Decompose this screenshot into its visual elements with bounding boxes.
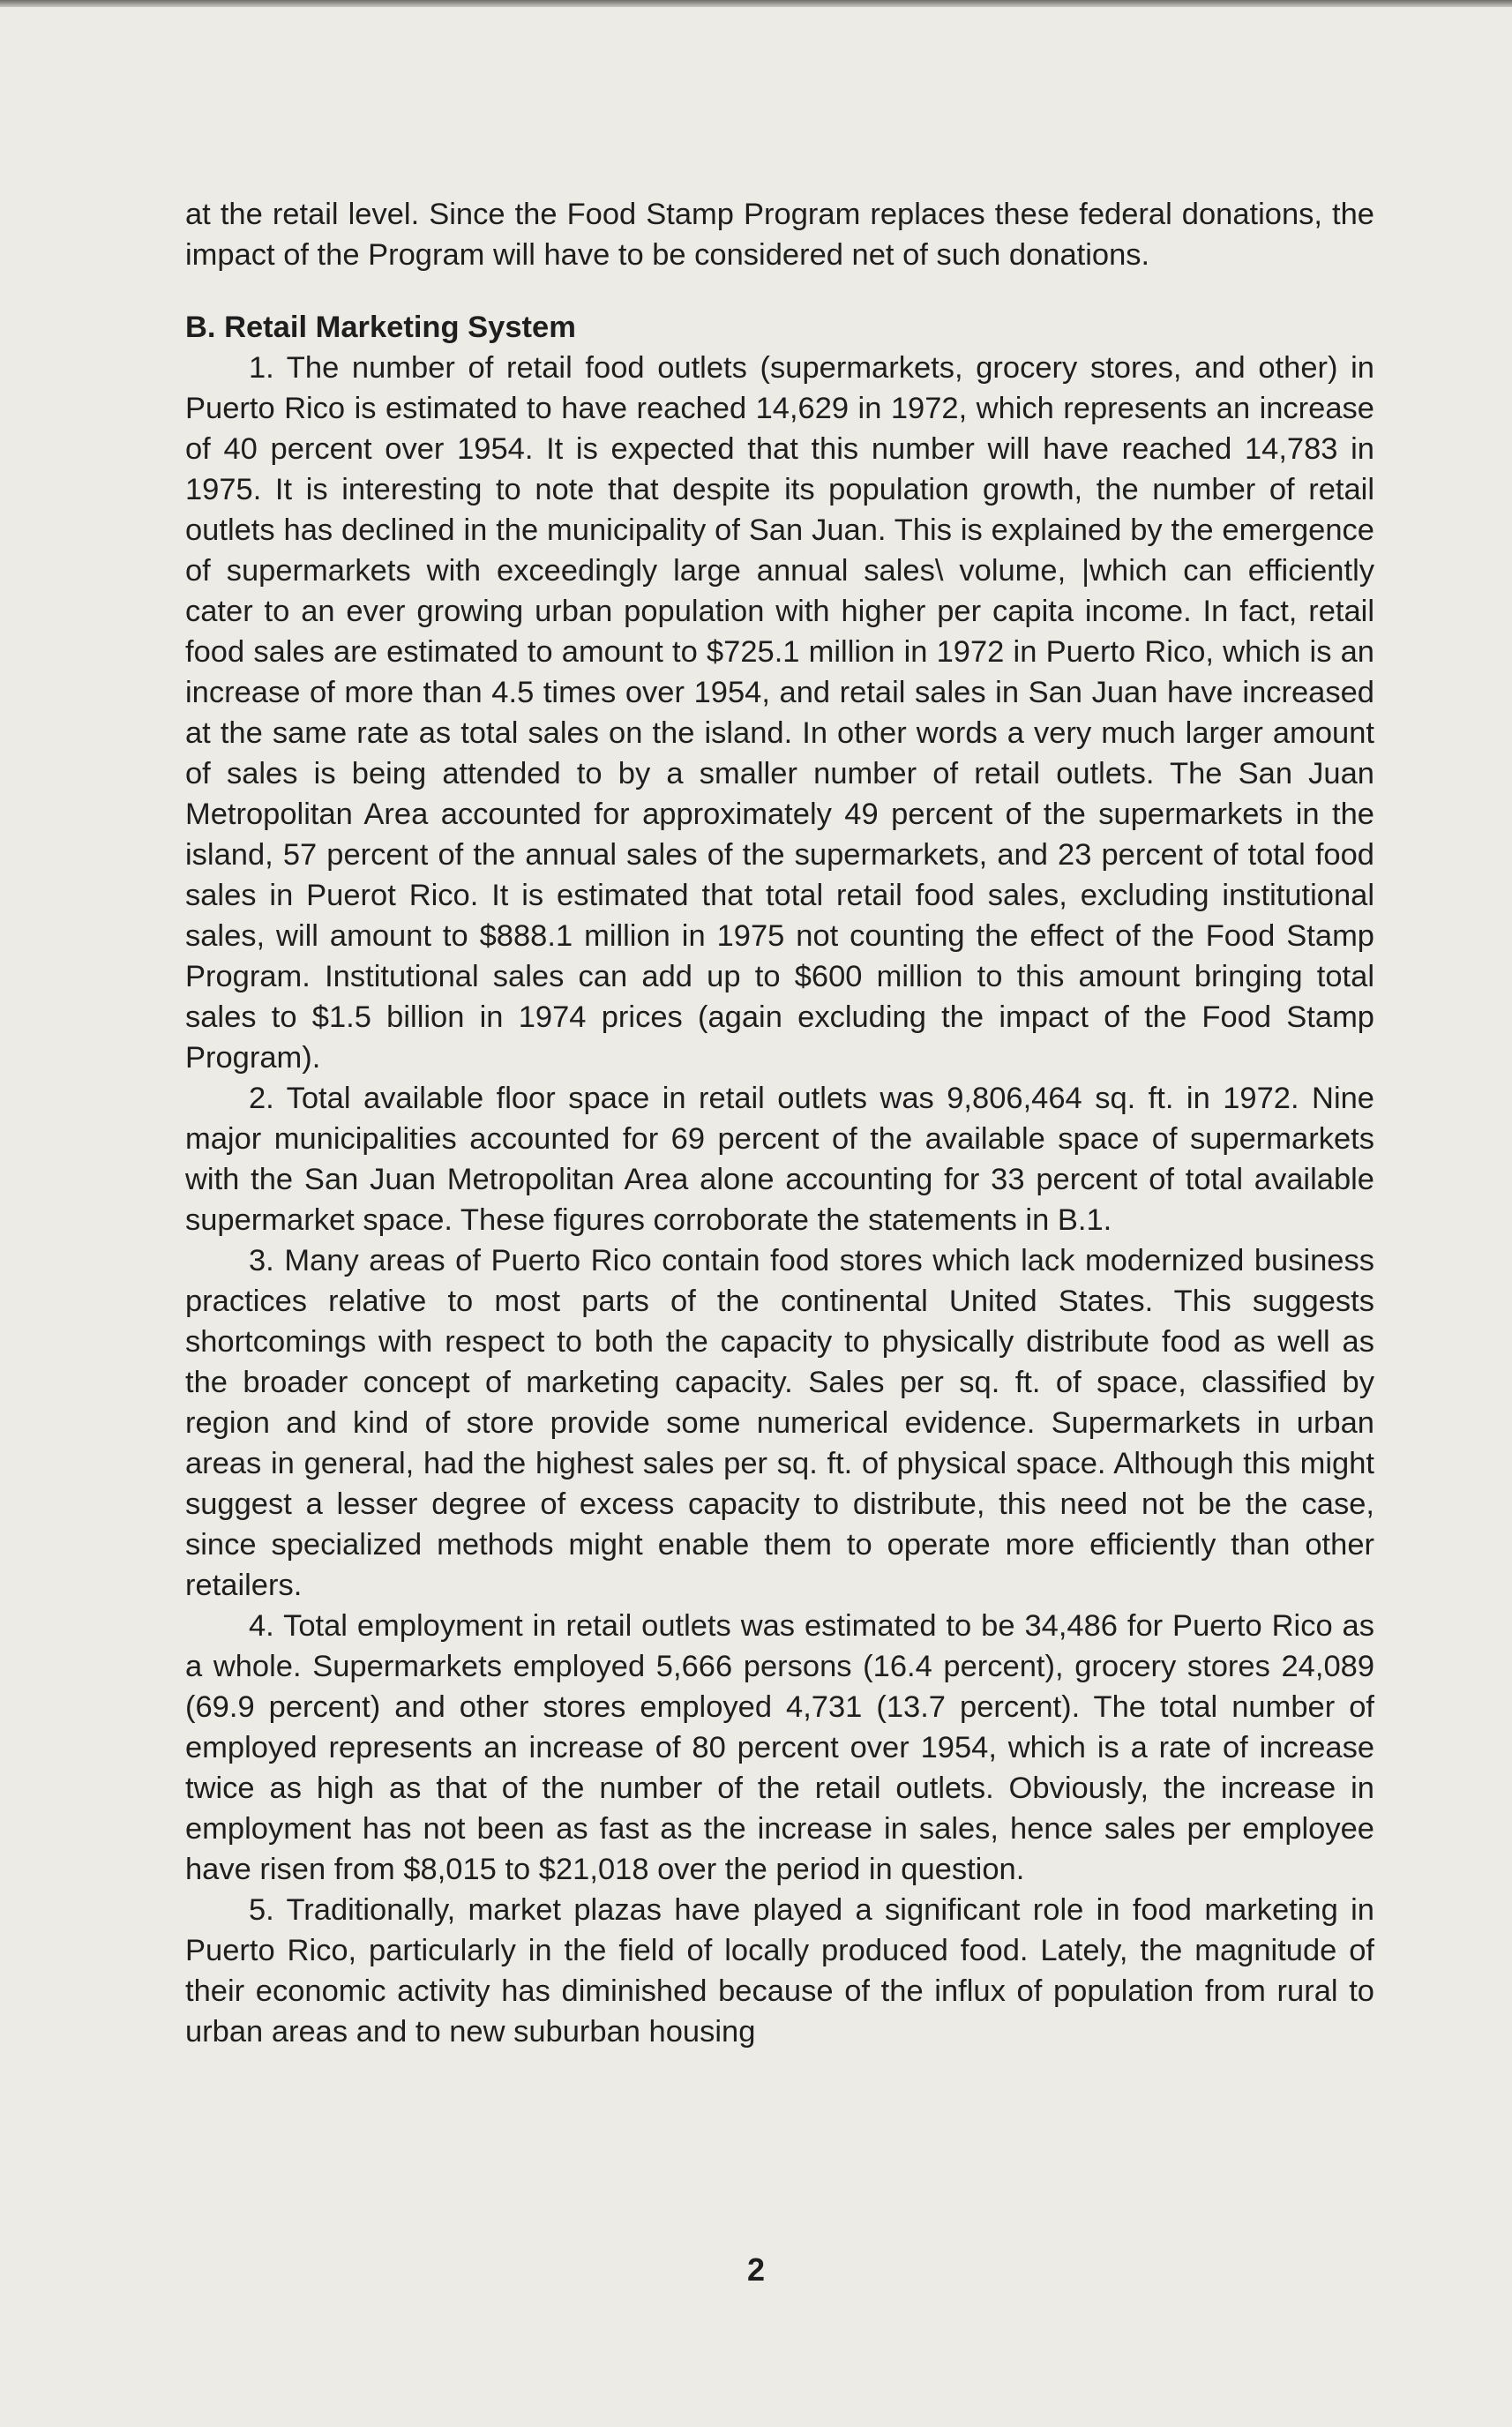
paragraph-4: 4. Total employment in retail outlets was estimated to be 34,486 for Puerto Rico as a whole. Supermarkets employed 5,666 persons (16.4 percent), grocery stores 24,089 (69.9 percent) and other stores employed 4,731 (13.7 percent). The total number of employed represents an increase of 80 percent over 1954, which is a rate of increase twice as high as that of the number of the retail outlets. Obviously, the increase in employment has not been as fast as the increase in sales, hence sales per employee have risen from $8,015 to $21,018 over the period in question. <box>185 1609 1374 1886</box>
document-page <box>185 194 1374 2052</box>
page-number: 2 <box>746 2251 766 2288</box>
paragraph-3: 3. Many areas of Puerto Rico contain food stores which lack modernized business practices relative to most parts of the continental United States. This suggests shortcomings with respect to both the capacity to physically distribute food as well as the broader concept of marketing capacity. Sales per sq. ft. of space, classified by region and kind of store provide some numerical evidence. Supermarkets in urban areas in general, had the highest sales per sq. ft. of physical space. Although this might suggest a lesser degree of excess capacity to distribute, this need not be the case, since specialized methods might enable them to operate more efficiently than other retailers. <box>185 1244 1374 1602</box>
paragraph-2: 2. Total available floor space in retail outlets was 9,806,464 sq. ft. in 1972. Nine major municipalities accounted for 69 percent of the available space of supermarkets with the San Juan Metropolitan Area alone accounting for 33 percent of total available supermarket space. These figures corroborate the statements in B.1. <box>185 1082 1374 1237</box>
scan-top-edge <box>0 0 1512 7</box>
intro-paragraph: at the retail level. Since the Food Stamp Program replaces these federal donations, the impact of the Program will have to be considered net of such donations. <box>185 198 1374 272</box>
paragraph-5: 5. Traditionally, market plazas have played a significant role in food marketing in Puerto Rico, particularly in the field of locally produced food. Lately, the magnitude of their economic activity has diminished because of the influx of population from rural to urban areas and to new suburban housing <box>185 1893 1374 2049</box>
section-heading: B. Retail Marketing System <box>185 311 576 344</box>
paragraph-1: 1. The number of retail food outlets (supermarkets, grocery stores, and other) in Puerto Rico is estimated to have reached 14,629 in 1972, which represents an increase of 40 percent over 1954. It is expected that this number will have reached 14,783 in 1975. It is interesting to note that despite its population growth, the number of retail outlets has declined in the municipality of San Juan. This is explained by the emergence of supermarkets with exceedingly large annual sales\ volume, |which can efficiently cater to an ever growing urban population with higher per capita income. In fact, retail food sales are estimated to amount to $725.1 million in 1972 in Puerto Rico, which is an increase of more than 4.5 times over 1954, and retail sales in San Juan have increased at the same rate as total sales on the island. In other words a very much larger amount of sales is being attended to by a smaller number of retail outlets. The San Juan Metropolitan Area accounted for approximately 49 percent of the supermarkets in the island, 57 percent of the annual sales of the supermarkets, and 23 percent of total food sales in Puerot Rico. It is estimated that total retail food sales, excluding institutional sales, will amount to $888.1 million in 1975 not counting the effect of the Food Stamp Program. Institutional sales can add up to $600 million to this amount bringing total sales to $1.5 billion in 1974 prices (again excluding the impact of the Food Stamp Program). <box>185 351 1374 1075</box>
